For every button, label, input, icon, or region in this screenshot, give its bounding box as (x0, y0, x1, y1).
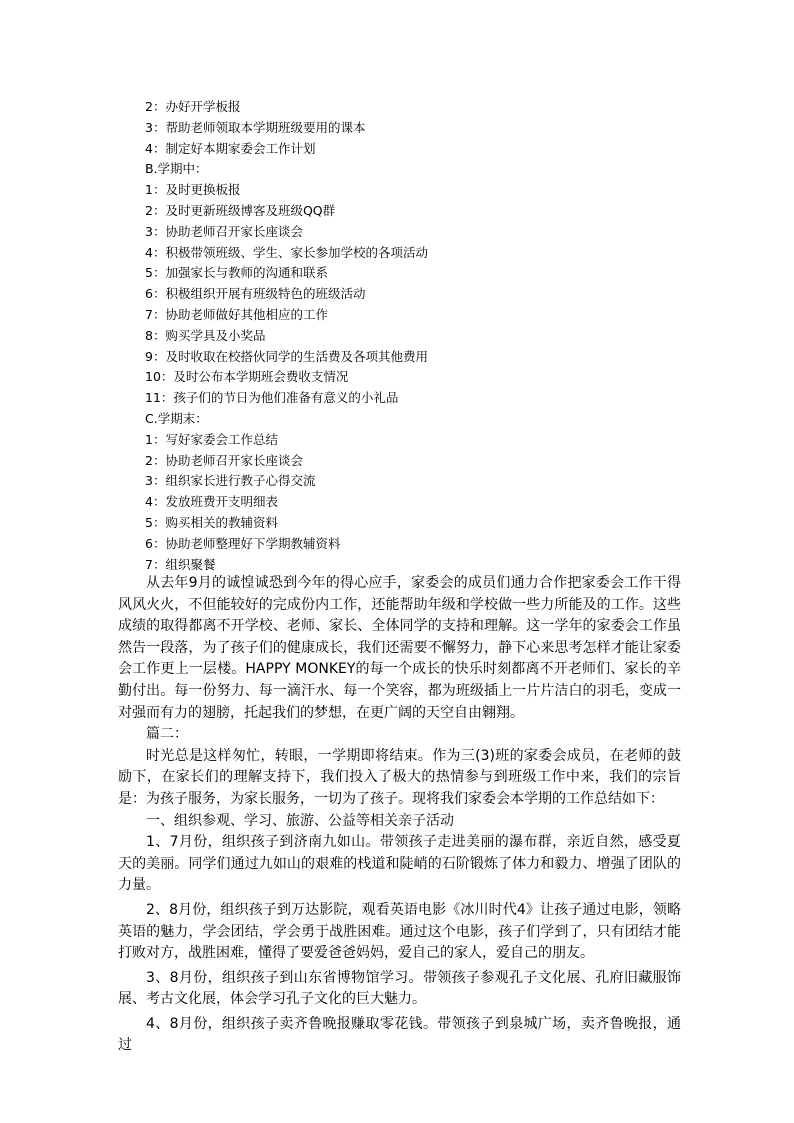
list-item: 4：制定好本期家委会工作计划 (145, 140, 316, 156)
activity-item-4: 4、8月份，组织孩子卖齐鲁晚报赚取零花钱。带领孩子到泉城广场，卖齐鲁晚报，通过 (118, 1015, 681, 1054)
list-item: 2：办好开学板报 (145, 99, 241, 114)
list-item: 5：购买相关的教辅资料 (145, 514, 278, 530)
activity-item-1: 1、7月份，组织孩子到济南九如山。带领孩子走进美丽的瀑布群，亲近自然，感受夏天的美丽。同学们通过九如山的艰难的栈道和陡峭的石阶锻炼了体力和毅力、增强了团队的力量。 (118, 834, 681, 894)
activity-item-2: 2、8月份，组织孩子到万达影院，观看英语电影《冰川时代4》让孩子通过电影，领略英语的魅力，学会团结，学会勇于战胜困难。通过这个电影，孩子们学到了，只有团结才能打败对方，战胜困难，懂得了要爱爸爸妈妈，爱自己的家人，爱自己的朋友。 (118, 901, 681, 962)
list-item: 10：及时公布本学期班会费收支情况 (145, 369, 349, 385)
section-heading-mid-term: B.学期中： (145, 161, 208, 177)
list-item: 1：写好家委会工作总结 (145, 431, 278, 447)
list-item: 3：组织家长进行教子心得交流 (145, 473, 316, 489)
list-item: 3：帮助老师领取本学期班级要用的课本 (145, 119, 366, 135)
list-item: 8：购买学具及小奖品 (145, 327, 266, 343)
section-heading-term-end: C.学期末： (145, 410, 208, 426)
list-item: 5：加强家长与教师的沟通和联系 (145, 265, 328, 281)
list-item: 4：发放班费开支明细表 (145, 494, 278, 510)
list-item: 6：积极组织开展有班级特色的班级活动 (145, 286, 366, 302)
list-item: 7：协助老师做好其他相应的工作 (145, 306, 328, 322)
list-item: 3：协助老师召开家长座谈会 (145, 223, 303, 239)
activity-item-3: 3、8月份，组织孩子到山东省博物馆学习。带领孩子参观孔子文化展、孔府旧藏服饰展、考古文化展，体会学习孔子文化的巨大魅力。 (118, 969, 681, 1008)
list-item: 2：协助老师召开家长座谈会 (145, 452, 303, 468)
list-item: 4：积极带领班级、学生、家长参加学校的各项活动 (145, 244, 428, 260)
section-one-heading: 一、组织参观、学习、旅游、公益等相关亲子活动 (146, 812, 454, 829)
body-text (118, 573, 681, 1057)
intro-paragraph: 时光总是这样匆忙，转眼，一学期即将结束。作为三(3)班的家委会成员，在老师的鼓励下，在家长们的理解支持下，我们投入了极大的热情参与到班级工作中来，我们的宗旨是：为孩子服务，为家长服务，一切为了孩子。现将我们家委会本学期的工作总结如下： (118, 747, 681, 807)
list-item: 2：及时更新班级博客及班级QQ群 (145, 202, 336, 218)
summary-paragraph: 从去年9月的诚惶诚恐到今年的得心应手，家委会的成员们通力合作把家委会工作干得风风火火，不但能较好的完成份内工作，还能帮助年级和学校做一些力所能及的工作。这些成绩的取得都离不开学校、老师、家长、全体同学的支持和理解。这一学年的家委会工作虽然告一段落，为了孩子们的健康成长，我们还需要不懈努力，静下心来思考怎样才能让家委会工作更上一层楼。HAPPY MONKEY的每一个成长的快乐时刻都离不开老师们、家长的辛勤付出。每一份努力、每一滴汗水、每一个笑容，都为班级插上一片片洁白的羽毛，变成一对强而有力的翅膀，托起我们的梦想，在更广阔的天空自由翱翔。 (118, 575, 681, 721)
list-item: 11：孩子们的节日为他们准备有意义的小礼品 (145, 390, 399, 406)
task-list (145, 97, 705, 575)
list-item: 6：协助老师整理好下学期教辅资料 (145, 535, 341, 551)
part-two-title: 篇二： (146, 726, 188, 743)
list-item: 7：组织聚餐 (145, 556, 216, 572)
list-item: 9：及时收取在校搭伙同学的生活费及各项其他费用 (145, 348, 428, 364)
list-item: 1：及时更换板报 (145, 182, 241, 198)
